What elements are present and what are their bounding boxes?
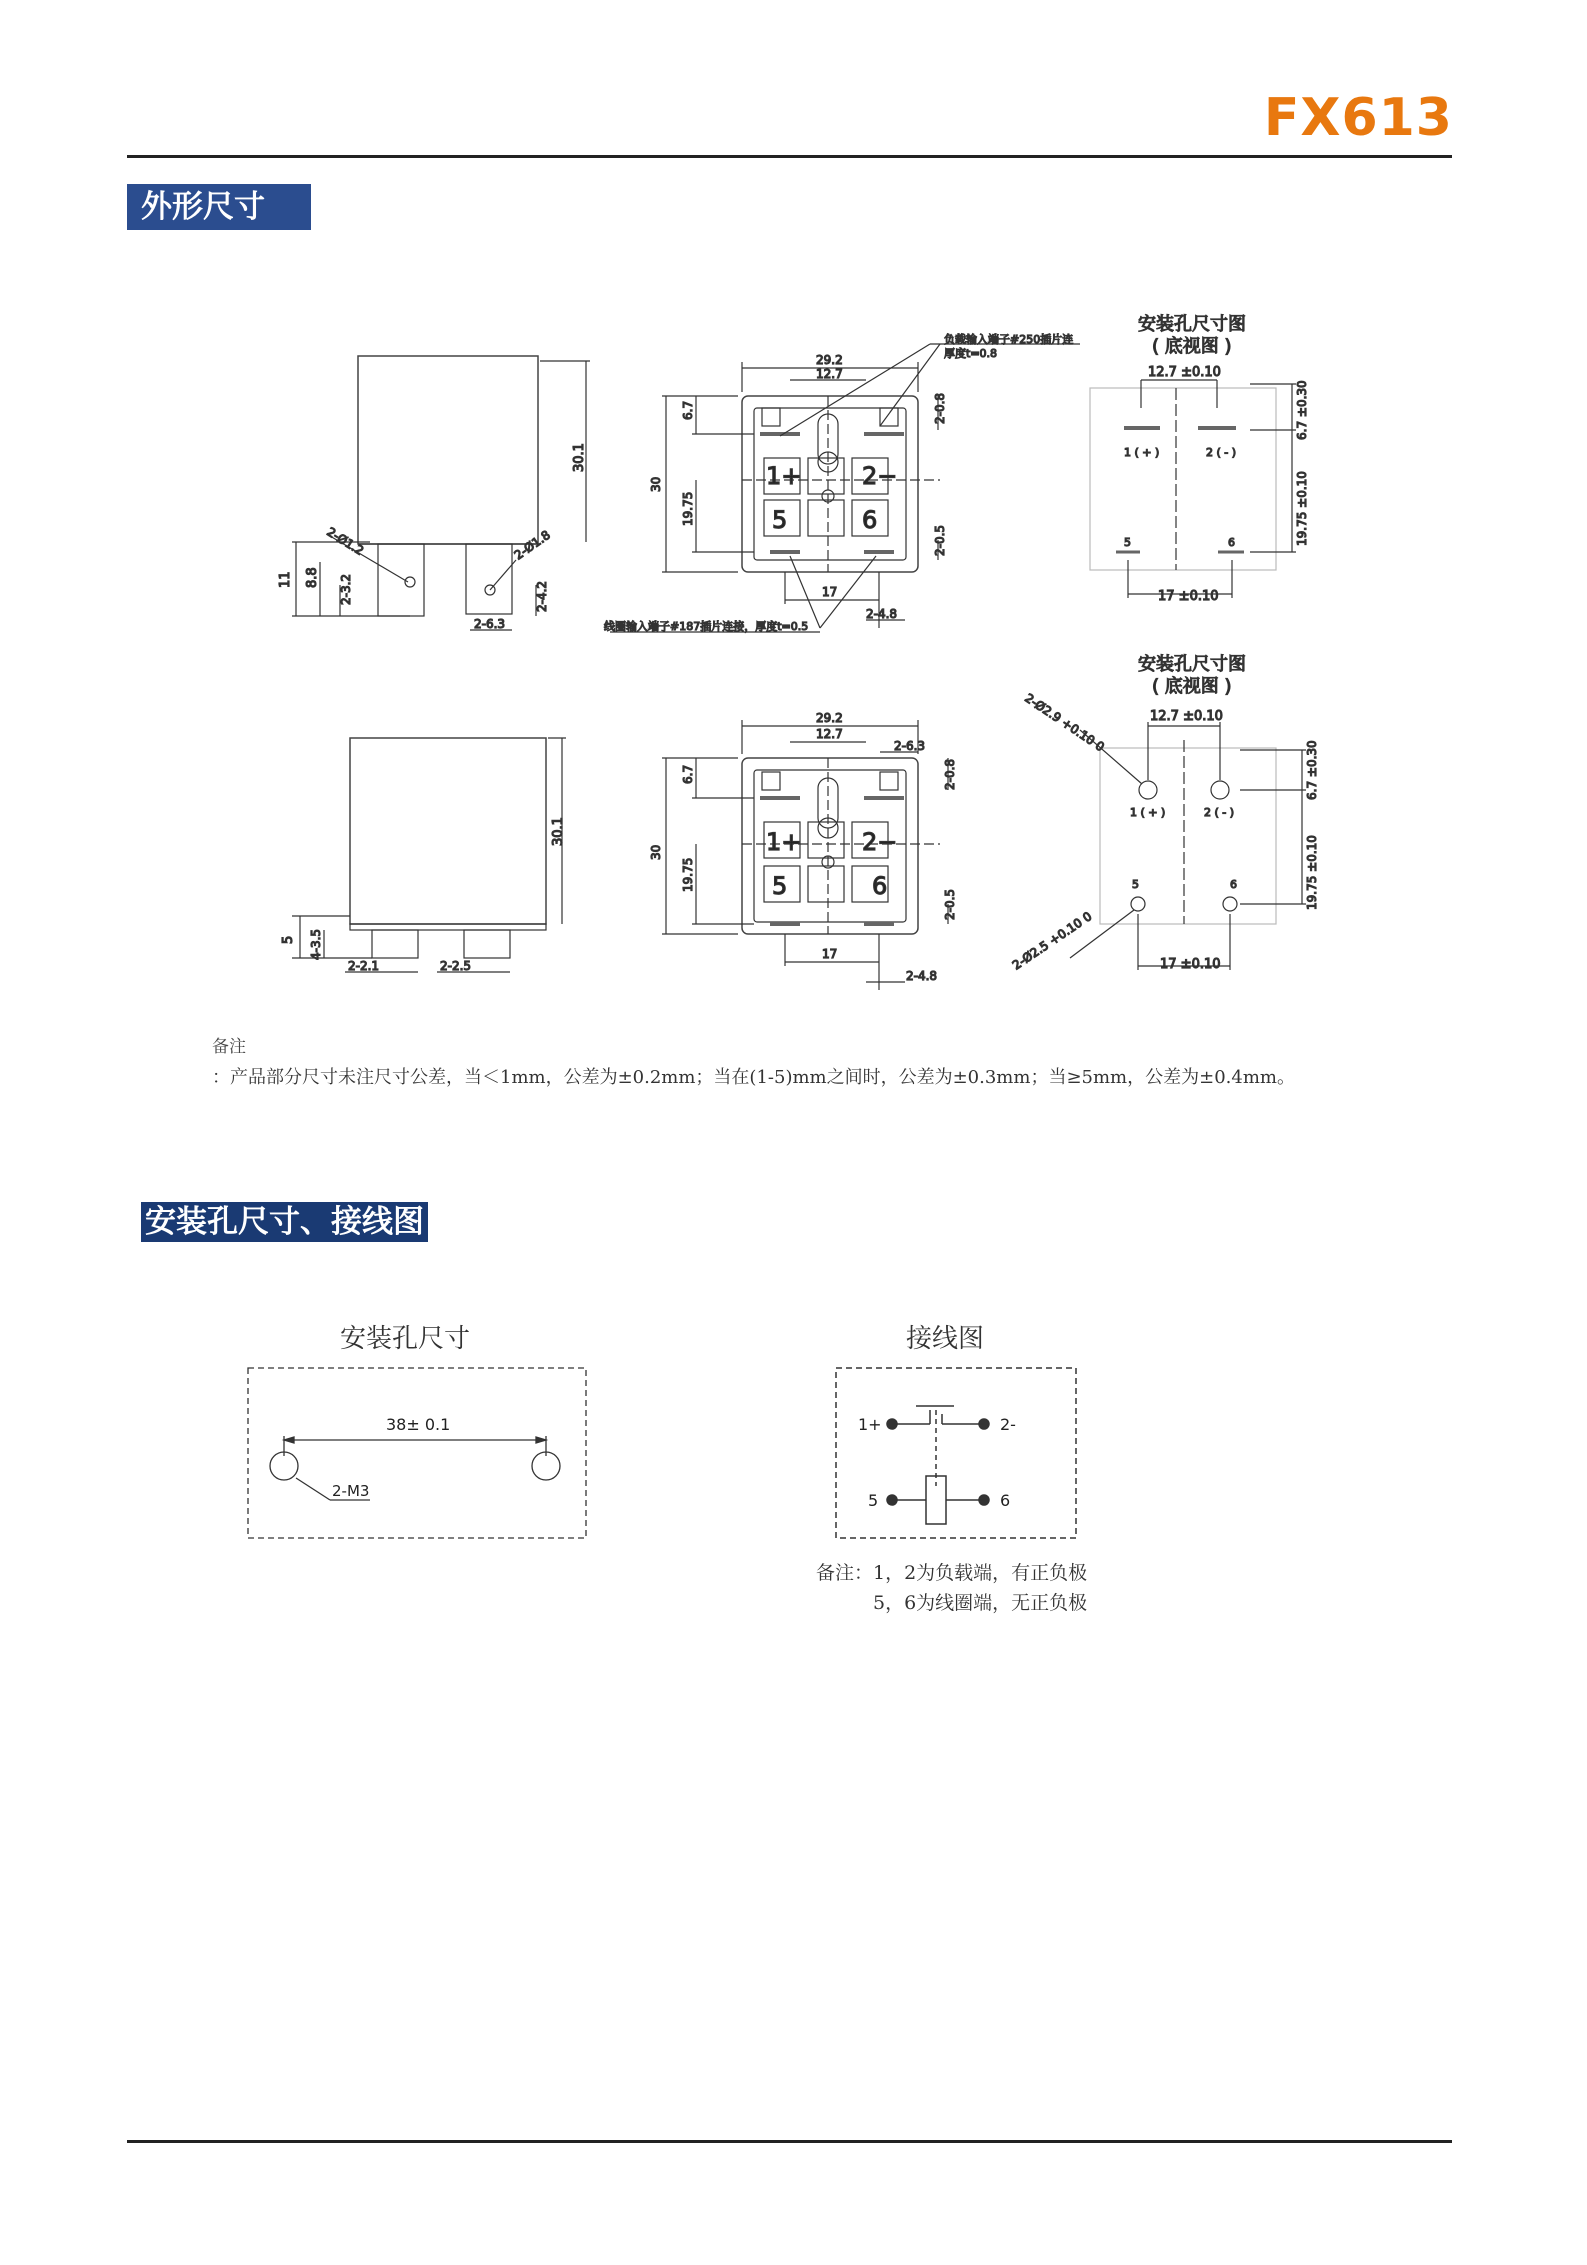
bv-top-inner: 12.7 bbox=[816, 367, 843, 381]
mv-top-pin6: 6 bbox=[1228, 536, 1235, 549]
mv-top-title2: ( 底视图 ) bbox=[1152, 336, 1232, 357]
bv-top-coil-note: 线圈输入端子#187插片连接，厚度t=0.5 bbox=[604, 620, 809, 633]
bottom-view-bottom bbox=[662, 720, 948, 990]
side-bot-h35: 4-3.5 bbox=[309, 928, 323, 960]
bv-top-tabw: 2-4.8 bbox=[866, 607, 898, 621]
bv-top-load-note1: 负载输入端子#250插片连 bbox=[944, 333, 1074, 346]
bv-bot-height: 30 bbox=[649, 844, 663, 860]
mv-bot-hole-b: 2-Ø2.5 +0.10 0 bbox=[1009, 909, 1095, 973]
bv-top-pin2: 2− bbox=[862, 462, 898, 490]
wiring-title: 接线图 bbox=[906, 1324, 985, 1354]
note-body: ：产品部分尺寸未注尺寸公差，当＜1mm，公差为±0.2mm；当在(1-5)mm之间时，公差为±0.3mm；当≥5mm，公差为±0.4mm。 bbox=[212, 1067, 1295, 1088]
side-bot-w25: 2-2.5 bbox=[440, 959, 472, 973]
wire-pin-6: 6 bbox=[1000, 1491, 1011, 1510]
mounting-hole-title: 安装孔尺寸 bbox=[340, 1324, 471, 1354]
mv-bot-dim-r1: 6.7 ±0.30 bbox=[1305, 740, 1319, 800]
bv-bot-pitch: 17 bbox=[822, 947, 838, 961]
mv-bot-dim-r2: 19.75 ±0.10 bbox=[1305, 835, 1319, 910]
bv-top-height: 30 bbox=[649, 476, 663, 492]
bv-bot-width: 29.2 bbox=[816, 711, 843, 725]
mv-top-dim-r2: 19.75 ±0.10 bbox=[1295, 471, 1309, 546]
bv-bot-h2: 19.75 bbox=[681, 857, 695, 892]
bv-top-load-note2: 厚度t=0.8 bbox=[944, 347, 998, 360]
side-top-phi12: 2-Ø1.2 bbox=[324, 524, 367, 559]
mounting-hole-diagram bbox=[240, 1360, 600, 1550]
bv-top-h2: 19.75 bbox=[681, 491, 695, 526]
bv-bot-pin5: 5 bbox=[772, 872, 788, 900]
wiring-diagram bbox=[830, 1360, 1090, 1550]
bv-top-pin5: 5 bbox=[772, 506, 788, 534]
mv-bot-title2: ( 底视图 ) bbox=[1152, 676, 1232, 697]
mv-bot-hole-a: 2-Ø2.9 +0.10 0 bbox=[1022, 690, 1107, 755]
mv-top-pin2: 2 ( - ) bbox=[1206, 446, 1237, 459]
mv-top-dim-top: 12.7 ±0.10 bbox=[1148, 365, 1221, 380]
mv-top-pin5: 5 bbox=[1124, 536, 1131, 549]
bv-bot-h1: 6.7 bbox=[681, 764, 695, 784]
bv-bot-inner: 12.7 bbox=[816, 727, 843, 741]
side-bot-w21: 2-2.1 bbox=[348, 959, 380, 973]
product-model: FX613 bbox=[1263, 88, 1453, 148]
side-top-phi18: 2-Ø1.8 bbox=[511, 527, 553, 563]
mount-view-top bbox=[1090, 380, 1296, 598]
side-top-h88: 8.8 bbox=[305, 567, 320, 588]
bv-bot-tabw: 2-4.8 bbox=[906, 969, 938, 983]
bv-top-t2: 2-0.5 bbox=[933, 524, 947, 556]
side-view-bottom bbox=[292, 738, 566, 972]
hole-size-label: 2-M3 bbox=[332, 1482, 370, 1500]
outline-drawings bbox=[0, 0, 1587, 1000]
mv-bot-pin2: 2 ( - ) bbox=[1204, 806, 1235, 819]
hole-spacing-label: 38± 0.1 bbox=[386, 1415, 451, 1434]
mv-top-title1: 安装孔尺寸图 bbox=[1138, 314, 1246, 335]
mv-top-pin1: 1 ( + ) bbox=[1124, 446, 1160, 459]
bottom-view-top bbox=[610, 344, 1080, 632]
wiring-note-1: 备注：1，2为负载端，有正负极 bbox=[816, 1562, 1088, 1584]
bv-bot-pin1: 1+ bbox=[766, 828, 802, 856]
wire-pin-1: 1+ bbox=[858, 1415, 882, 1434]
bv-bot-pin2: 2− bbox=[862, 828, 898, 856]
mv-top-dim-r1: 6.7 ±0.30 bbox=[1295, 380, 1309, 440]
bv-top-width: 29.2 bbox=[816, 353, 843, 367]
mv-top-dim-bottom: 17 ±0.10 bbox=[1158, 589, 1219, 604]
mv-bot-pin6: 6 bbox=[1230, 878, 1237, 891]
mv-bot-pin1: 1 ( + ) bbox=[1130, 806, 1166, 819]
bv-bot-pin6: 6 bbox=[872, 872, 888, 900]
bv-top-pin6: 6 bbox=[862, 506, 878, 534]
wire-pin-2: 2- bbox=[1000, 1415, 1016, 1434]
side-top-w42: 2-4.2 bbox=[535, 580, 549, 612]
side-top-h32: 2-3.2 bbox=[339, 573, 353, 605]
wire-pin-5: 5 bbox=[868, 1491, 879, 1510]
side-top-w63: 2-6.3 bbox=[474, 617, 506, 631]
side-bot-height: 30.1 bbox=[551, 817, 566, 846]
bv-bot-t1: 2-0.8 bbox=[943, 758, 957, 790]
mv-bot-dim-top: 12.7 ±0.10 bbox=[1150, 709, 1223, 724]
note-heading: 备注 bbox=[212, 1037, 246, 1057]
bv-top-pin1: 1+ bbox=[766, 462, 802, 490]
side-bot-h5: 5 bbox=[281, 935, 296, 944]
side-top-h11: 11 bbox=[278, 571, 293, 588]
mv-bot-dim-bottom: 17 ±0.10 bbox=[1160, 957, 1221, 972]
bv-bot-t2: 2-0.5 bbox=[943, 888, 957, 920]
bv-top-h1: 6.7 bbox=[681, 400, 695, 420]
section-title-mounting: 安装孔尺寸、接线图 bbox=[141, 1202, 428, 1242]
wiring-note-2: 5，6为线圈端，无正负极 bbox=[873, 1592, 1088, 1614]
bv-bot-tab: 2-6.3 bbox=[894, 739, 926, 753]
footer-rule bbox=[127, 2140, 1452, 2143]
side-top-height: 30.1 bbox=[572, 443, 587, 472]
mv-bot-pin5: 5 bbox=[1132, 878, 1139, 891]
bv-top-pitch: 17 bbox=[822, 585, 838, 599]
mv-bot-title1: 安装孔尺寸图 bbox=[1138, 654, 1246, 675]
bv-top-t1: 2-0.8 bbox=[933, 392, 947, 424]
section-title-outline: 外形尺寸 bbox=[127, 184, 311, 230]
